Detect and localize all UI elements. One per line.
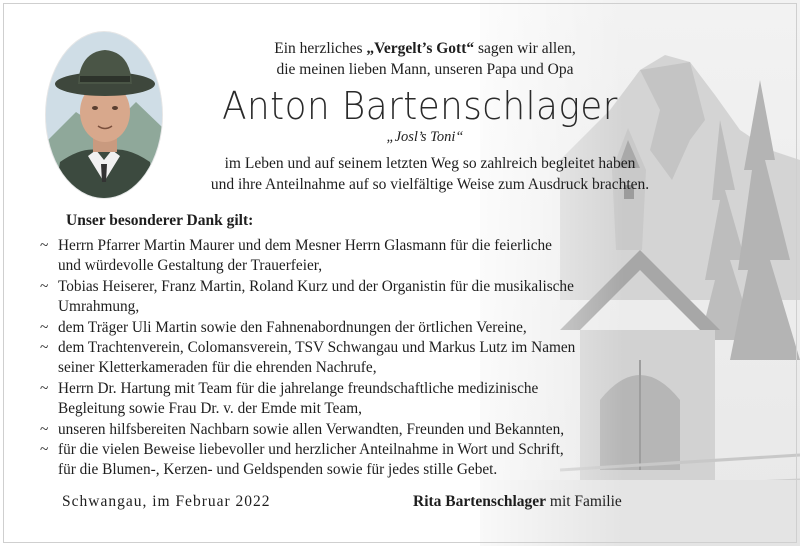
tilde-bullet: ~ — [40, 441, 49, 459]
list-item — [40, 420, 720, 440]
intro-line-2: die meinen lieben Mann, unseren Papa und Opa — [276, 61, 574, 78]
intro-suffix: sagen wir allen, — [474, 40, 576, 57]
thanks-intro — [150, 153, 710, 195]
list-item-line: für die Blumen-, Kerzen- und Geldspenden sowie für jedes stille Gebet. — [58, 461, 498, 479]
intro-line-1 — [160, 38, 690, 59]
tilde-bullet: ~ — [40, 277, 49, 295]
list-item-line: und würdevolle Gestaltung der Trauerfeier, — [58, 257, 323, 275]
portrait-photo — [46, 32, 162, 198]
place-date: Schwangau, im Februar 2022 — [62, 493, 271, 510]
list-item-line: seiner Kletterkameraden für die ehrenden Nachrufe, — [58, 359, 377, 377]
tilde-bullet: ~ — [40, 420, 49, 438]
intro-highlight: „Vergelt’s Gott“ — [366, 40, 475, 57]
list-item-line: unseren hilfsbereiten Nachbarn sowie allen Verwandten, Freunden und Bekannten, — [58, 420, 565, 438]
list-item-line: Tobias Heiserer, Franz Martin, Roland Kurz und der Organistin für die musikalische — [58, 277, 574, 295]
list-item-line: Herrn Pfarrer Martin Maurer und dem Mesner Herrn Glasmann für die feierliche — [58, 237, 552, 254]
intro-text — [160, 38, 690, 80]
list-item — [40, 338, 720, 379]
signature-suffix: mit Familie — [546, 493, 622, 510]
list-item — [40, 440, 720, 481]
list-item-line: dem Trachtenverein, Colomansverein, TSV Schwangau und Markus Lutz im Namen — [58, 339, 576, 357]
signature — [413, 493, 622, 511]
tilde-bullet: ~ — [40, 339, 49, 357]
thanks-list — [40, 236, 720, 481]
list-item-line: Umrahmung, — [58, 298, 140, 316]
tilde-bullet: ~ — [40, 318, 49, 336]
intro-prefix: Ein herzliches — [274, 40, 367, 57]
list-item-line: dem Träger Uli Martin sowie den Fahnenabordnungen der örtlichen Vereine, — [58, 318, 527, 336]
list-item — [40, 277, 720, 318]
tilde-bullet: ~ — [40, 379, 49, 397]
list-item-line: Herrn Dr. Hartung mit Team für die jahrelange freundschaftliche medizinische — [58, 379, 539, 397]
nickname: „Josl’s Toni“ — [386, 129, 464, 145]
list-item-line: Begleitung sowie Frau Dr. v. der Emde mit Team, — [58, 400, 362, 418]
thanks-intro-line-1: im Leben und auf seinem letzten Weg so zahlreich begleitet haben — [224, 155, 636, 172]
deceased-name: Anton Bartenschlager — [222, 84, 618, 128]
list-item — [40, 318, 720, 338]
list-item-line: für die vielen Beweise liebevoller und herzlicher Anteilnahme in Wort und Schrift, — [58, 441, 564, 459]
dank-heading: Unser besonderer Dank gilt: — [66, 212, 254, 229]
thanks-intro-line-2: und ihre Anteilnahme auf so vielfältige Weise zum Ausdruck brachten. — [210, 176, 650, 193]
list-item — [40, 379, 720, 420]
tilde-bullet: ~ — [40, 237, 49, 254]
signature-name: Rita Bartenschlager — [413, 493, 547, 510]
list-item — [40, 236, 720, 277]
